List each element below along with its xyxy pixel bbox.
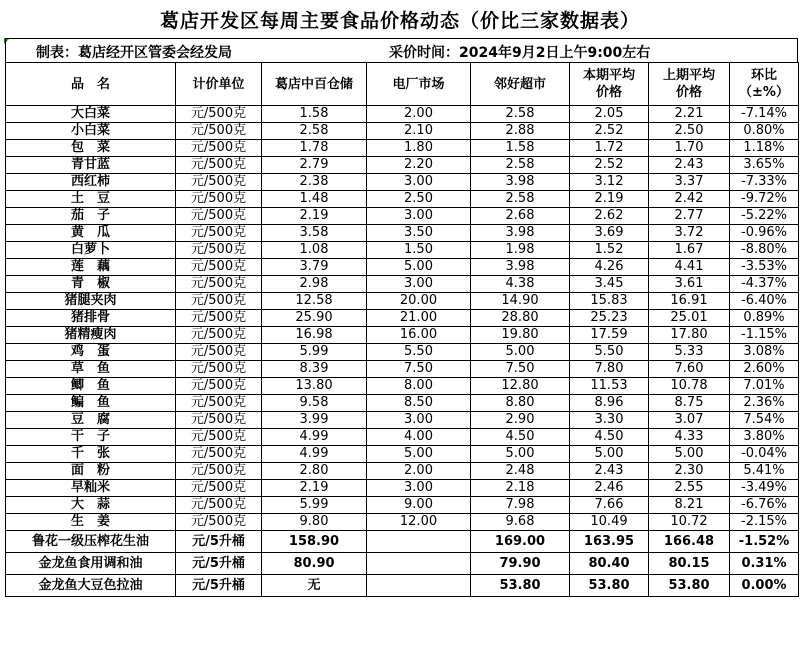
change-pct: -3.49% [730, 480, 799, 497]
page-title: 葛店开发区每周主要食品价格动态（价比三家数据表） [159, 9, 640, 32]
table-row [6, 293, 799, 310]
previous-avg: 1.70 [649, 140, 730, 157]
change-pct: 0.00% [730, 575, 799, 597]
dianchang-price: 21.00 [367, 310, 471, 327]
change-pct: -1.15% [730, 327, 799, 344]
dianchang-price: 3.00 [367, 208, 471, 225]
zhongbai-price: 9.80 [262, 514, 367, 531]
linhao-price: 2.58 [471, 191, 570, 208]
linhao-price: 2.90 [471, 412, 570, 429]
dianchang-price: 1.80 [367, 140, 471, 157]
table-row [6, 395, 799, 412]
change-pct: 0.89% [730, 310, 799, 327]
unit: 元/5升桶 [176, 531, 262, 553]
current-avg: 2.19 [570, 191, 649, 208]
item-name: 鸡 蛋 [6, 344, 176, 361]
item-name: 鳊 鱼 [6, 395, 176, 412]
change-pct: 2.36% [730, 395, 799, 412]
table-row [6, 446, 799, 463]
zhongbai-price: 1.78 [262, 140, 367, 157]
change-pct: 7.54% [730, 412, 799, 429]
linhao-price: 2.48 [471, 463, 570, 480]
dianchang-price: 7.50 [367, 361, 471, 378]
zhongbai-price: 16.98 [262, 327, 367, 344]
unit: 元/500克 [176, 140, 262, 157]
unit: 元/500克 [176, 446, 262, 463]
table-row [6, 344, 799, 361]
zhongbai-price: 25.90 [262, 310, 367, 327]
change-pct: -3.53% [730, 259, 799, 276]
linhao-price: 14.90 [471, 293, 570, 310]
change-pct: 7.01% [730, 378, 799, 395]
change-pct: 3.65% [730, 157, 799, 174]
previous-avg: 2.42 [649, 191, 730, 208]
table-row [6, 429, 799, 446]
table-row [6, 123, 799, 140]
linhao-price: 2.88 [471, 123, 570, 140]
table-row [6, 412, 799, 429]
previous-avg: 3.72 [649, 225, 730, 242]
previous-avg: 2.21 [649, 106, 730, 123]
table-row [6, 310, 799, 327]
dianchang-price [367, 575, 471, 597]
item-name: 小白菜 [6, 123, 176, 140]
col-header-linhao: 邻好超市 [471, 63, 570, 106]
zhongbai-price: 2.80 [262, 463, 367, 480]
current-avg: 2.05 [570, 106, 649, 123]
item-name: 包 菜 [6, 140, 176, 157]
price-table [5, 62, 799, 597]
item-name: 大白菜 [6, 106, 176, 123]
change-pct: -6.40% [730, 293, 799, 310]
change-pct: 5.41% [730, 463, 799, 480]
previous-avg: 8.75 [649, 395, 730, 412]
dianchang-price: 2.10 [367, 123, 471, 140]
unit: 元/500克 [176, 412, 262, 429]
table-row [6, 174, 799, 191]
table-row [6, 497, 799, 514]
linhao-price: 3.98 [471, 174, 570, 191]
current-avg: 2.46 [570, 480, 649, 497]
change-pct: -6.76% [730, 497, 799, 514]
table-row [6, 276, 799, 293]
zhongbai-price: 2.79 [262, 157, 367, 174]
maker-label: 制表：葛店经开区管委会经发局 [36, 45, 232, 61]
current-avg: 10.49 [570, 514, 649, 531]
change-pct: -8.80% [730, 242, 799, 259]
change-pct: 0.80% [730, 123, 799, 140]
unit: 元/500克 [176, 174, 262, 191]
previous-avg: 1.67 [649, 242, 730, 259]
zhongbai-price: 4.99 [262, 429, 367, 446]
dianchang-price: 3.00 [367, 412, 471, 429]
change-pct: -0.96% [730, 225, 799, 242]
previous-avg: 16.91 [649, 293, 730, 310]
item-name: 大 蒜 [6, 497, 176, 514]
table-row [6, 480, 799, 497]
current-avg: 11.53 [570, 378, 649, 395]
dianchang-price: 1.50 [367, 242, 471, 259]
previous-avg: 7.60 [649, 361, 730, 378]
collect-time-label: 采价时间：2024年9月2日上午9:00左右 [389, 45, 651, 61]
linhao-price: 2.58 [471, 106, 570, 123]
unit: 元/500克 [176, 480, 262, 497]
table-row [6, 259, 799, 276]
item-name: 茄 子 [6, 208, 176, 225]
linhao-price: 8.80 [471, 395, 570, 412]
col-header-previous-avg: 上期平均 价格 [649, 63, 730, 106]
linhao-price: 7.98 [471, 497, 570, 514]
item-name: 金龙鱼食用调和油 [6, 553, 176, 575]
table-row [6, 225, 799, 242]
linhao-price: 2.68 [471, 208, 570, 225]
zhongbai-price: 12.58 [262, 293, 367, 310]
table-row [6, 378, 799, 395]
table-row [6, 140, 799, 157]
change-pct: -4.37% [730, 276, 799, 293]
previous-avg: 53.80 [649, 575, 730, 597]
current-avg: 3.12 [570, 174, 649, 191]
current-avg: 1.52 [570, 242, 649, 259]
previous-avg: 3.61 [649, 276, 730, 293]
previous-avg: 17.80 [649, 327, 730, 344]
zhongbai-price: 1.48 [262, 191, 367, 208]
item-name: 莲 藕 [6, 259, 176, 276]
linhao-price: 1.98 [471, 242, 570, 259]
dianchang-price: 4.00 [367, 429, 471, 446]
unit: 元/500克 [176, 191, 262, 208]
zhongbai-price: 2.19 [262, 208, 367, 225]
linhao-price: 79.90 [471, 553, 570, 575]
change-pct: -7.14% [730, 106, 799, 123]
unit: 元/500克 [176, 242, 262, 259]
zhongbai-price: 5.99 [262, 497, 367, 514]
unit: 元/500克 [176, 497, 262, 514]
dianchang-price: 2.00 [367, 106, 471, 123]
current-avg: 80.40 [570, 553, 649, 575]
dianchang-price: 5.00 [367, 259, 471, 276]
table-row [6, 531, 799, 553]
current-avg: 3.69 [570, 225, 649, 242]
unit: 元/500克 [176, 395, 262, 412]
unit: 元/500克 [176, 225, 262, 242]
current-avg: 7.66 [570, 497, 649, 514]
item-name: 鲁花一级压榨花生油 [6, 531, 176, 553]
zhongbai-price: 5.99 [262, 344, 367, 361]
previous-avg: 2.55 [649, 480, 730, 497]
previous-avg: 5.00 [649, 446, 730, 463]
linhao-price: 169.00 [471, 531, 570, 553]
previous-avg: 4.33 [649, 429, 730, 446]
current-avg: 4.50 [570, 429, 649, 446]
unit: 元/500克 [176, 123, 262, 140]
previous-avg: 2.43 [649, 157, 730, 174]
current-avg: 7.80 [570, 361, 649, 378]
current-avg: 5.00 [570, 446, 649, 463]
unit: 元/500克 [176, 378, 262, 395]
linhao-price: 7.50 [471, 361, 570, 378]
col-header-unit: 计价单位 [176, 63, 262, 106]
unit: 元/500克 [176, 429, 262, 446]
item-name: 早籼米 [6, 480, 176, 497]
previous-avg: 3.07 [649, 412, 730, 429]
change-pct: -9.72% [730, 191, 799, 208]
dianchang-price: 20.00 [367, 293, 471, 310]
linhao-price: 5.00 [471, 446, 570, 463]
item-name: 猪精瘦肉 [6, 327, 176, 344]
current-avg: 1.72 [570, 140, 649, 157]
unit: 元/500克 [176, 514, 262, 531]
change-pct: 1.18% [730, 140, 799, 157]
col-header-name: 品 名 [6, 63, 176, 106]
current-avg: 2.52 [570, 123, 649, 140]
zhongbai-price: 3.58 [262, 225, 367, 242]
dianchang-price: 2.20 [367, 157, 471, 174]
item-name: 千 张 [6, 446, 176, 463]
change-pct: -0.04% [730, 446, 799, 463]
dianchang-price: 5.00 [367, 446, 471, 463]
zhongbai-price: 4.99 [262, 446, 367, 463]
change-pct: -5.22% [730, 208, 799, 225]
change-pct: 3.80% [730, 429, 799, 446]
linhao-price: 28.80 [471, 310, 570, 327]
previous-avg: 10.78 [649, 378, 730, 395]
item-name: 金龙鱼大豆色拉油 [6, 575, 176, 597]
item-name: 白萝卜 [6, 242, 176, 259]
linhao-price: 9.68 [471, 514, 570, 531]
linhao-price: 12.80 [471, 378, 570, 395]
previous-avg: 2.50 [649, 123, 730, 140]
item-name: 鲫 鱼 [6, 378, 176, 395]
previous-avg: 4.41 [649, 259, 730, 276]
change-pct: -1.52% [730, 531, 799, 553]
current-avg: 163.95 [570, 531, 649, 553]
dianchang-price: 12.00 [367, 514, 471, 531]
dianchang-price: 2.50 [367, 191, 471, 208]
table-row [6, 208, 799, 225]
table-row [6, 242, 799, 259]
change-pct: 0.31% [730, 553, 799, 575]
previous-avg: 166.48 [649, 531, 730, 553]
change-pct: 3.08% [730, 344, 799, 361]
table-row [6, 157, 799, 174]
table-row [6, 553, 799, 575]
unit: 元/500克 [176, 361, 262, 378]
change-pct: 2.60% [730, 361, 799, 378]
dianchang-price: 3.00 [367, 480, 471, 497]
unit: 元/500克 [176, 463, 262, 480]
linhao-price: 2.58 [471, 157, 570, 174]
item-name: 青 椒 [6, 276, 176, 293]
linhao-price: 3.98 [471, 259, 570, 276]
zhongbai-price: 1.58 [262, 106, 367, 123]
change-pct: -7.33% [730, 174, 799, 191]
dianchang-price [367, 553, 471, 575]
item-name: 青甘蓝 [6, 157, 176, 174]
current-avg: 25.23 [570, 310, 649, 327]
dianchang-price: 3.00 [367, 276, 471, 293]
current-avg: 53.80 [570, 575, 649, 597]
zhongbai-price: 158.90 [262, 531, 367, 553]
item-name: 西红柿 [6, 174, 176, 191]
unit: 元/500克 [176, 157, 262, 174]
unit: 元/500克 [176, 259, 262, 276]
zhongbai-price: 2.19 [262, 480, 367, 497]
zhongbai-price: 80.90 [262, 553, 367, 575]
current-avg: 15.83 [570, 293, 649, 310]
zhongbai-price: 1.08 [262, 242, 367, 259]
table-subheader [5, 38, 798, 62]
linhao-price: 5.00 [471, 344, 570, 361]
linhao-price: 4.50 [471, 429, 570, 446]
dianchang-price: 8.50 [367, 395, 471, 412]
previous-avg: 2.77 [649, 208, 730, 225]
dianchang-price: 8.00 [367, 378, 471, 395]
table-row [6, 361, 799, 378]
previous-avg: 2.30 [649, 463, 730, 480]
col-header-dianchang: 电厂市场 [367, 63, 471, 106]
zhongbai-price: 2.98 [262, 276, 367, 293]
item-name: 干 子 [6, 429, 176, 446]
current-avg: 8.96 [570, 395, 649, 412]
previous-avg: 5.33 [649, 344, 730, 361]
unit: 元/500克 [176, 208, 262, 225]
previous-avg: 25.01 [649, 310, 730, 327]
unit: 元/500克 [176, 106, 262, 123]
dianchang-price: 9.00 [367, 497, 471, 514]
dianchang-price: 2.00 [367, 463, 471, 480]
table-row [6, 106, 799, 123]
dianchang-price: 16.00 [367, 327, 471, 344]
zhongbai-price: 2.38 [262, 174, 367, 191]
previous-avg: 80.15 [649, 553, 730, 575]
linhao-price: 1.58 [471, 140, 570, 157]
zhongbai-price: 8.39 [262, 361, 367, 378]
item-name: 豆 腐 [6, 412, 176, 429]
linhao-price: 53.80 [471, 575, 570, 597]
col-header-current-avg: 本期平均 价格 [570, 63, 649, 106]
current-avg: 3.45 [570, 276, 649, 293]
col-header-change: 环比 （±%） [730, 63, 799, 106]
current-avg: 2.62 [570, 208, 649, 225]
unit: 元/500克 [176, 310, 262, 327]
change-pct: -2.15% [730, 514, 799, 531]
previous-avg: 8.21 [649, 497, 730, 514]
table-row [6, 463, 799, 480]
item-name: 猪排骨 [6, 310, 176, 327]
item-name: 猪腿夹肉 [6, 293, 176, 310]
table-row [6, 575, 799, 597]
current-avg: 5.50 [570, 344, 649, 361]
dianchang-price: 5.50 [367, 344, 471, 361]
current-avg: 4.26 [570, 259, 649, 276]
item-name: 土 豆 [6, 191, 176, 208]
item-name: 面 粉 [6, 463, 176, 480]
dianchang-price [367, 531, 471, 553]
table-row [6, 327, 799, 344]
dianchang-price: 3.00 [367, 174, 471, 191]
linhao-price: 2.18 [471, 480, 570, 497]
unit: 元/500克 [176, 327, 262, 344]
item-name: 草 鱼 [6, 361, 176, 378]
item-name: 黄 瓜 [6, 225, 176, 242]
zhongbai-price: 3.79 [262, 259, 367, 276]
unit: 元/5升桶 [176, 575, 262, 597]
zhongbai-price: 13.80 [262, 378, 367, 395]
zhongbai-price: 无 [262, 575, 367, 597]
table-row [6, 514, 799, 531]
zhongbai-price: 9.58 [262, 395, 367, 412]
current-avg: 3.30 [570, 412, 649, 429]
previous-avg: 3.37 [649, 174, 730, 191]
unit: 元/500克 [176, 293, 262, 310]
unit: 元/500克 [176, 276, 262, 293]
current-avg: 17.59 [570, 327, 649, 344]
unit: 元/500克 [176, 344, 262, 361]
linhao-price: 3.98 [471, 225, 570, 242]
previous-avg: 10.72 [649, 514, 730, 531]
unit: 元/5升桶 [176, 553, 262, 575]
header-row [6, 63, 799, 106]
col-header-zhongbai: 葛店中百仓储 [262, 63, 367, 106]
dianchang-price: 3.50 [367, 225, 471, 242]
zhongbai-price: 2.58 [262, 123, 367, 140]
zhongbai-price: 3.99 [262, 412, 367, 429]
table-row [6, 191, 799, 208]
item-name: 生 姜 [6, 514, 176, 531]
current-avg: 2.43 [570, 463, 649, 480]
linhao-price: 19.80 [471, 327, 570, 344]
linhao-price: 4.38 [471, 276, 570, 293]
current-avg: 2.52 [570, 157, 649, 174]
